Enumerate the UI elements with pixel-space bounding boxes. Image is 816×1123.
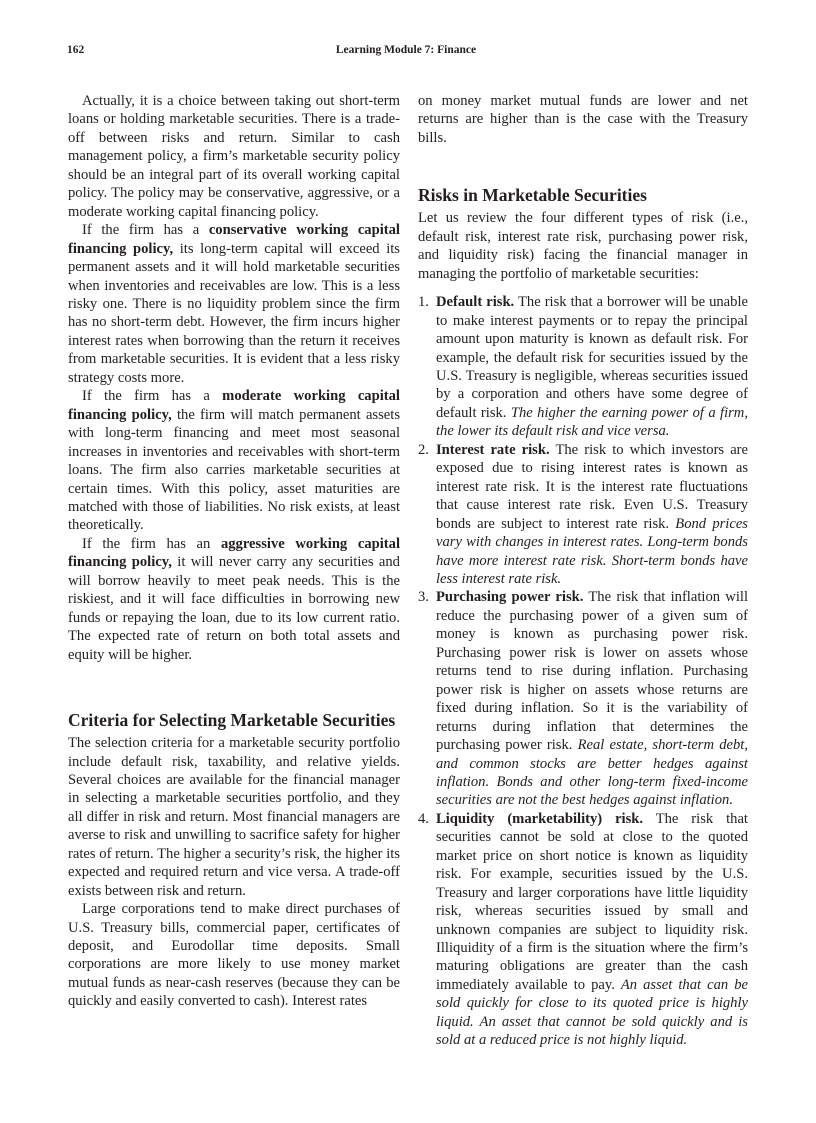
risk-title: Liquidity (marketability) risk. <box>436 810 644 827</box>
running-header <box>67 44 745 60</box>
section-heading-risks: Risks in Marketable Securities <box>418 185 647 206</box>
list-number: 2. <box>418 441 429 458</box>
risk-italic-note: The higher the earning power of a firm, the lower its default risk and vice versa. <box>436 404 748 440</box>
risk-title: Default risk. <box>436 294 515 311</box>
list-number: 3. <box>418 589 429 606</box>
text-run: If the firm has an <box>82 535 221 552</box>
risk-italic-note: Real estate, short-term debt, and common stocks are better hedges against inflation. Bonds and other long-term fixed-income securities are not the best hedges against inflation. <box>436 737 748 809</box>
risk-title: Interest rate risk. <box>436 441 550 458</box>
paragraph-moderate-policy <box>68 387 400 535</box>
risk-list <box>418 293 748 1050</box>
risk-body: The risk that securities cannot be sold at close to the quoted market price on short notice is known as liquidity risk. For example, securities issued by the U.S. Treasury and larger corporations have little liquidity risk, whereas securities issued by small and unknown companies are subject to liquidity risk. Illiquidity of a firm is the situation where the firm’s maturing obligations are greater than the cash immediately available to pay. <box>436 810 748 993</box>
term-conservative-policy: conservative working capital financing policy, <box>68 222 400 257</box>
text-run: it will never carry any securities and will borrow heavily to meet peak needs. This is the riskiest, and it will face difficulties in borrowing new funds or repaying the loan, due to its low current ratio. The expected rate of return on both total assets and equity will be higher. <box>68 554 400 663</box>
list-item-purchasing-power-risk <box>418 588 748 809</box>
risk-italic-note: An asset that can be sold quickly for close to its quoted price is highly liquid. An asset that cannot be sold quickly and is sold at a reduced price is not highly liquid. <box>436 976 748 1049</box>
paragraph-risks-intro: Let us review the four different types of risk (i.e., default risk, interest rate risk, purchasing power risk, and liquidity risk) facing the financial manager in managing the portfolio of marketable securities: <box>418 210 748 282</box>
spacer <box>68 664 400 710</box>
list-number: 1. <box>418 294 429 311</box>
risk-title: Purchasing power risk. <box>436 589 584 606</box>
paragraph-large-corporations: Large corporations tend to make direct purchases of U.S. Treasury bills, commercial paper, certificates of deposit, and Eurodollar time deposits. Small corporations are more likely to use money market mutual funds as near-cash reserves (because they can be quickly and easily converted to cash). Interest rates <box>68 901 400 1010</box>
text-run: If the firm has a <box>82 222 209 239</box>
risk-body: The risk that inflation will reduce the purchasing power of a given sum of money is known as purchasing power risk. Purchasing power risk is lower on assets whose returns tend to rise during inflation. Purchasing power risk is higher on assets whose returns are fixed during inflation. So it is the variability of returns during inflation that determines the purchasing power risk. <box>436 589 748 754</box>
paragraph-conservative-policy <box>68 221 400 387</box>
left-column <box>68 92 400 1011</box>
list-item-interest-rate-risk <box>418 441 748 589</box>
paragraph-tradeoff: Actually, it is a choice between taking out short-term loans or holding marketable securities. There is a trade-off between risks and return. Similar to cash management policy, a firm’s marketable security policy should be an integral part of its overall working capital policy. The policy may be conservative, aggressive, or a moderate working capital financing policy. <box>68 93 400 220</box>
text-run: its long-term capital will exceed its permanent assets and it will hold marketable securities when inventories and receivables are low. This is a less risky one. There is no liquidity problem since the firm has no short-term debt. However, the firm incurs higher interest rates when borrowing than the return it receives from marketable securities. It is evident that a less risky strategy costs more. <box>68 240 400 386</box>
risk-body: The risk that a borrower will be unable to make interest payments or to repay the principal amount upon maturity is known as default risk. For example, the default risk for securities issued by the U.S. Treasury is negligible, whereas securities issued by a corporation and others have some degree of default risk. <box>436 294 748 421</box>
paragraph-selection-criteria: The selection criteria for a marketable security portfolio include default risk, taxability, and relative yields. Several choices are available for the financial manager in selecting a marketable securities portfolio, and they all differ in risk and return. Most financial managers are averse to risk and unwilling to sacrifice safety for higher rates of return. The higher a security’s risk, the higher its expected and required return and vice versa. A trade-off exists between risk and return. <box>68 735 400 899</box>
text-run: If the firm has a <box>82 388 223 405</box>
list-number: 4. <box>418 810 429 827</box>
paragraph-aggressive-policy <box>68 535 400 664</box>
spacer <box>418 147 748 185</box>
page-number: 162 <box>67 44 85 56</box>
risk-italic-note: Bond prices vary with changes in interest rates. Long-term bonds have more interest rate risk. Short-term bonds have less interest rate risk. <box>436 515 748 587</box>
paragraph-continued: on money market mutual funds are lower and net returns are higher than is the case with the Treasury bills. <box>418 93 748 146</box>
list-item-default-risk <box>418 293 748 441</box>
list-item-liquidity-risk <box>418 810 748 1050</box>
term-aggressive-policy: aggressive working capital financing policy, <box>68 535 400 571</box>
right-column <box>418 92 748 1050</box>
risk-body: The risk to which investors are exposed due to rising interest rates is known as interest rate risk. It is the interest rate fluctuations that cause interest rate risk. Even U.S. Treasury bonds are subject to interest rate risk. <box>436 441 749 532</box>
section-heading-criteria: Criteria for Selecting Marketable Securities <box>68 710 396 731</box>
running-title: Learning Module 7: Finance <box>335 44 477 56</box>
text-run: the firm will match permanent assets with long-term financing and meet most seasonal increases in inventories and receivables with short-term loans. The firm also carries marketable securities at certain times. With this policy, asset maturities are matched with those of liabilities. No risk exists, at least theoretically. <box>68 406 400 534</box>
term-moderate-policy: moderate working capital financing policy, <box>68 388 400 423</box>
